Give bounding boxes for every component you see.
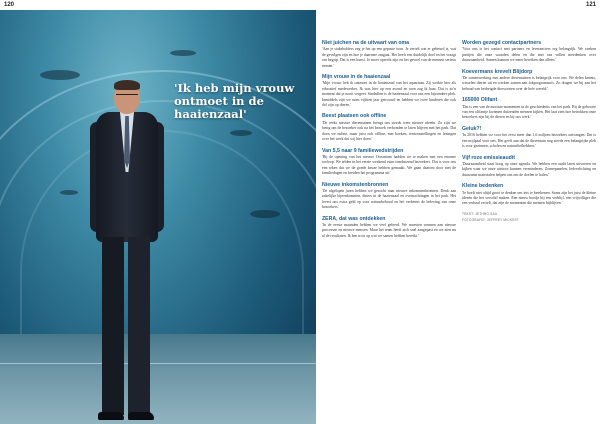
column-body	[462, 40, 596, 207]
section-heading: Beest plaatsen ook offline	[322, 113, 387, 120]
section-heading: Koevermans krevelt Blijdorp	[462, 68, 533, 75]
text-column-right	[462, 40, 596, 223]
fish-silhouette	[40, 70, 80, 80]
pull-quote: 'Ik heb mijn vrouw ontmoet in de haaienzaal'	[174, 81, 295, 121]
section-text: 'In de eerste maanden hebben we veel geleerd. We moesten wennen aan nieuwe processen en nieuwe mensen. Maar het team heeft zich snel aangepast en we zien nu al de resultaten. Ik ben trots op wat we samen hebben bereikt.'	[322, 222, 456, 238]
credit-photographer: FOTOGRAFIE: JEFFREY MICKEST	[462, 218, 519, 223]
page-number-right: 121	[585, 2, 596, 8]
text-column-left	[322, 40, 456, 244]
fish-silhouette	[250, 210, 280, 218]
section-text: 'Bij de opening van het nieuwe Oceanium hadden we te maken met een enorme toeloop. We telden in het eerste weekend ruim tienduizend bezoekers. Dat is voor ons een teken dat we de goede keuze hebben gemaakt. We gaan daarom door met de familiedagen en breiden het programma uit.'	[322, 154, 456, 176]
section-text: 'Mijn vrouw heb ik ontmoet in de haaienzaal van het aquarium. Zij werkte hier als educatief medewerker. Ik was hier op een avond en toen zag ik haar. Dat is zo'n moment dat je nooit vergeet. Sindsdien is de haaienzaal voor ons een bijzondere plek. Inmiddels zijn we ruim vijftien jaar getrouwd en hebben we twee kinderen die ook dol zijn op dieren.'	[322, 81, 456, 108]
section-text: 'Je hoeft niet altijd groot te denken om iets te betekenen. Soms zijn het juist de kleine ideeën die het verschil maken. Een nieuw bordje bij een verblijf, een vrijwilliger die een verhaal vertelt, dat zijn de momenten die mensen bijblijven.'	[462, 190, 596, 206]
credit-writer: TEKST: JETHRO SAU	[462, 211, 498, 216]
fish-silhouette	[230, 130, 252, 136]
page-number-left: 120	[4, 2, 15, 8]
right-shoe	[128, 412, 154, 420]
section-text: 'De afgelopen jaren hebben we gezocht naar nieuwe inkomstenbronnen. Denk aan zakelijke bijeenkomsten, diners in de haaienzaal en overnachtingen in het park. Het levert ons extra geld op voor natuurbehoud en het verbetert de beleving van onze bezoekers.'	[322, 188, 456, 210]
section-text: 'Voor ons is het contact met partners en leveranciers erg belangrijk. We zoeken partijen die onze waarden delen en die met ons willen meedenken over duurzaamheid. Samen kunnen we meer bereiken dan alleen.'	[462, 47, 596, 63]
section-text: 'De reeks nieuwe dierentuinen brengt ons steeds weer nieuwe ideeën. Zo zijn we bezig om de bezoeker ook na het bezoek verbonden te laten blijven met het park. Dat doen we online, maar juist ook offline, met boeken, tentoonstellingen en lezingen over het werk dat wij hier doen.'	[322, 120, 456, 142]
section-heading: Geluk?!	[462, 125, 482, 132]
left-shoe	[98, 412, 124, 420]
section-heading: Nieuwe inkomstenbronnen	[322, 181, 389, 188]
fish-silhouette	[170, 50, 196, 56]
section-text: 'Dat is een van de mooiste momenten in de geschiedenis van het park. Bij de geboorte van een olifantje kwamen duizenden mensen kijken. Het laat zien hoe betrokken onze bezoekers zijn bij de dieren en bij ons werk.'	[462, 104, 596, 120]
left-leg	[102, 237, 124, 415]
section-heading: Worden gezegd contactpartners	[462, 40, 542, 46]
section-text: 'Duurzaamheid staat hoog op onze agenda. We hebben een audit laten uitvoeren en kijken waar we onze uitstoot kunnen verminderen. Zonnepanelen, ledverlichting en duurzame materialen helpen ons om de doelen te halen.'	[462, 161, 596, 177]
section-heading: Mijn vrouw in de haaienzaal	[322, 74, 391, 81]
section-heading: Kleine bedenken	[462, 183, 504, 190]
section-heading: Niet juichen na de uitvaart van oma	[322, 40, 410, 46]
fish-silhouette	[60, 190, 78, 195]
section-heading: 165000 Olifant	[462, 97, 498, 104]
man-in-suit	[92, 82, 162, 422]
section-heading: Vijf roze emissieaudit	[462, 154, 515, 161]
hair	[114, 80, 140, 90]
section-heading: Van 5,5 naar 9 familiewedstrijden	[322, 147, 404, 154]
section-text: 'Aan je stakeholders zeg je het op een gepaste toon. Je vertelt wat er gebeurd is, wat de gevolgen zijn en hoe je daarmee omgaat. Het heeft een duidelijk doel en het vraagt om begrip. Dat is een kunst. Je moet oprecht zijn en het gevoel van de mensen serieus nemen.'	[322, 47, 456, 68]
section-text: 'De samenwerking met andere dierentuinen is belangrijk voor ons. We delen kennis, wisselen dieren uit en werken samen aan fokprogramma's. Zo dragen we bij aan het behoud van bedreigde diersoorten over de hele wereld.'	[462, 76, 596, 91]
section-text: 'In 2016 hebben we voor het eerst meer dan 1,6 miljoen bezoekers ontvangen. Dat is een mijlpaal voor ons. Het geeft aan dat de dierentuin nog steeds een belangrijke plek is voor gezinnen, scholen en natuurliefhebbers.'	[462, 133, 596, 149]
glasses	[116, 94, 138, 99]
right-leg	[128, 237, 150, 415]
section-heading: ZERA, dat was ontdekken	[322, 215, 386, 222]
aquarium-photo	[0, 10, 316, 424]
